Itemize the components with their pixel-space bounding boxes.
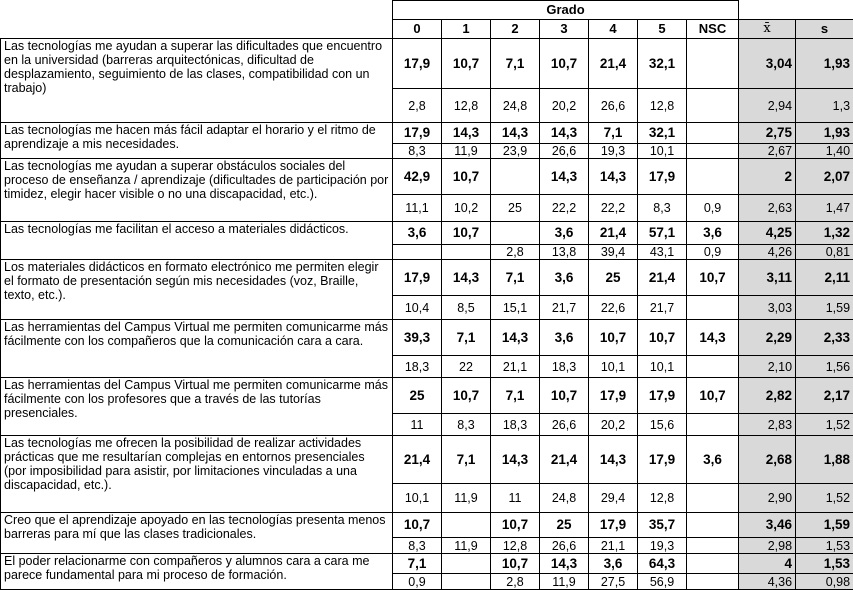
table-row — [1, 320, 853, 356]
mean-value: 4,26 — [739, 245, 796, 260]
table-row — [1, 39, 853, 89]
grade-percent — [442, 513, 491, 538]
grade-percent: 8,5 — [442, 296, 491, 320]
grade-percent: 14,3 — [589, 159, 638, 195]
grade-percent: 21,4 — [638, 260, 687, 296]
grade-percent — [687, 484, 739, 513]
grade-percent: 24,8 — [491, 89, 540, 123]
grade-percent: 14,3 — [687, 320, 739, 356]
column-header-sd: s — [796, 20, 853, 39]
grade-percent: 3,6 — [393, 222, 442, 245]
grade-percent: 8,3 — [393, 538, 442, 554]
grade-percent: 10,7 — [589, 320, 638, 356]
grade-percent — [442, 574, 491, 590]
grade-percent: 11 — [393, 414, 442, 436]
grade-percent: 3,6 — [589, 554, 638, 574]
sd-value: 1,93 — [796, 123, 853, 144]
grade-percent: 39,4 — [589, 245, 638, 260]
mean-value: 2,68 — [739, 436, 796, 484]
grade-percent: 3,6 — [687, 222, 739, 245]
grade-percent: 18,3 — [491, 414, 540, 436]
grade-percent: 14,3 — [540, 554, 589, 574]
grade-percent: 12,8 — [491, 538, 540, 554]
grade-percent: 10,1 — [589, 356, 638, 378]
grade-percent: 57,1 — [638, 222, 687, 245]
grade-percent: 25 — [589, 260, 638, 296]
grade-percent: 10,7 — [442, 222, 491, 245]
sd-value: 1,53 — [796, 538, 853, 554]
grade-percent: 7,1 — [491, 39, 540, 89]
sd-value: 1,3 — [796, 89, 853, 123]
grade-percent: 14,3 — [491, 320, 540, 356]
mean-value: 2,75 — [739, 123, 796, 144]
grade-percent: 20,2 — [589, 414, 638, 436]
grade-percent: 0,9 — [687, 245, 739, 260]
grade-percent: 21,7 — [638, 296, 687, 320]
grade-percent: 10,7 — [687, 260, 739, 296]
table-body — [1, 39, 853, 590]
grade-percent — [687, 574, 739, 590]
grade-percent: 20,2 — [540, 89, 589, 123]
item-statement: Las herramientas del Campus Virtual me permiten comunicarme más fácilmente con los profesores que a través de las tutorías presenciales. — [1, 378, 393, 436]
grade-percent: 14,3 — [442, 260, 491, 296]
grade-percent: 14,3 — [540, 123, 589, 144]
grade-percent: 10,2 — [442, 195, 491, 222]
grade-percent: 11,1 — [393, 195, 442, 222]
sd-value: 1,56 — [796, 356, 853, 378]
grade-percent: 8,3 — [393, 144, 442, 159]
grade-percent: 29,4 — [589, 484, 638, 513]
grade-percent — [687, 538, 739, 554]
grade-percent: 22,2 — [589, 195, 638, 222]
grade-percent: 25 — [393, 378, 442, 414]
grade-percent: 11 — [491, 484, 540, 513]
grade-percent: 64,3 — [638, 554, 687, 574]
grade-percent: 10,7 — [638, 320, 687, 356]
grade-percent: 35,7 — [638, 513, 687, 538]
grade-percent: 17,9 — [638, 159, 687, 195]
grade-percent: 3,6 — [540, 320, 589, 356]
grade-percent: 3,6 — [540, 260, 589, 296]
grade-percent: 7,1 — [442, 436, 491, 484]
column-header-4: 4 — [589, 20, 638, 39]
grade-percent: 0,9 — [393, 574, 442, 590]
grade-percent — [687, 554, 739, 574]
grade-percent: 3,6 — [687, 436, 739, 484]
grade-percent: 2,8 — [491, 245, 540, 260]
grade-percent: 21,4 — [540, 436, 589, 484]
grade-percent: 23,9 — [491, 144, 540, 159]
mean-value: 4 — [739, 554, 796, 574]
sd-value: 0,98 — [796, 574, 853, 590]
column-header-2: 2 — [491, 20, 540, 39]
sd-value: 2,17 — [796, 378, 853, 414]
mean-value: 3,04 — [739, 39, 796, 89]
grade-percent: 17,9 — [638, 378, 687, 414]
column-header-5: 5 — [638, 20, 687, 39]
grade-percent: 7,1 — [589, 123, 638, 144]
grade-percent: 39,3 — [393, 320, 442, 356]
sd-value: 1,52 — [796, 484, 853, 513]
mean-value: 3,03 — [739, 296, 796, 320]
grade-percent: 10,7 — [442, 39, 491, 89]
column-header-mean: x̄ — [739, 20, 796, 39]
grade-percent: 2,8 — [491, 574, 540, 590]
grade-percent: 21,4 — [589, 222, 638, 245]
table-row — [1, 159, 853, 195]
mean-value: 2,29 — [739, 320, 796, 356]
sd-value: 1,59 — [796, 513, 853, 538]
grade-percent: 21,7 — [540, 296, 589, 320]
sd-value: 1,53 — [796, 554, 853, 574]
mean-value: 2,82 — [739, 378, 796, 414]
grade-percent: 25 — [491, 195, 540, 222]
grade-percent: 24,8 — [540, 484, 589, 513]
grade-percent: 22,2 — [540, 195, 589, 222]
grade-percent — [687, 144, 739, 159]
mean-value: 4,36 — [739, 574, 796, 590]
item-statement: Los materiales didácticos en formato electrónico me permiten elegir el formato de presentación según mis necesidades (voz, Braille, texto, etc.). — [1, 260, 393, 320]
item-statement: Las tecnologías me ofrecen la posibilidad de realizar actividades prácticas que me resultarían complejas en entornos presenciales (por imposibilidad para asistir, por limitaciones vinculadas a una discapacidad, etc.). — [1, 436, 393, 513]
header-blank-cell — [1, 1, 393, 20]
table-row — [1, 436, 853, 484]
grade-percent — [687, 414, 739, 436]
table-row — [1, 513, 853, 538]
grade-percent: 14,3 — [491, 123, 540, 144]
grade-percent: 7,1 — [393, 554, 442, 574]
grade-percent: 10,4 — [393, 296, 442, 320]
grade-percent: 14,3 — [442, 123, 491, 144]
table-row — [1, 123, 853, 144]
mean-value: 3,46 — [739, 513, 796, 538]
column-header-3: 3 — [540, 20, 589, 39]
grade-percent: 17,9 — [393, 123, 442, 144]
grade-percent — [491, 222, 540, 245]
sd-value: 1,32 — [796, 222, 853, 245]
grade-percent: 21,4 — [393, 436, 442, 484]
mean-value: 3,11 — [739, 260, 796, 296]
grade-percent: 17,9 — [589, 378, 638, 414]
sd-value: 1,93 — [796, 39, 853, 89]
grade-percent: 14,3 — [540, 159, 589, 195]
grade-percent — [687, 89, 739, 123]
grade-percent: 19,3 — [638, 538, 687, 554]
sd-value: 2,11 — [796, 260, 853, 296]
grade-percent: 10,7 — [393, 513, 442, 538]
mean-value: 2 — [739, 159, 796, 195]
grade-percent: 10,7 — [491, 554, 540, 574]
grade-percent: 0,9 — [687, 195, 739, 222]
mean-value: 4,25 — [739, 222, 796, 245]
grade-percent — [442, 554, 491, 574]
item-statement: Creo que el aprendizaje apoyado en las tecnologías presenta menos barreras para mí que las clases tradicionales. — [1, 513, 393, 554]
grade-percent: 7,1 — [491, 378, 540, 414]
item-statement: Las tecnologías me ayudan a superar las dificultades que encuentro en la universidad (barreras arquitectónicas, dificultad de desplazamiento, seguimiento de las clases, compatibilidad con un trabajo) — [1, 39, 393, 123]
grade-percent — [687, 123, 739, 144]
grade-percent: 43,1 — [638, 245, 687, 260]
grade-percent: 21,1 — [491, 356, 540, 378]
column-header-1: 1 — [442, 20, 491, 39]
grade-percent: 22 — [442, 356, 491, 378]
grade-percent: 26,6 — [540, 414, 589, 436]
grade-percent: 8,3 — [442, 414, 491, 436]
grade-percent: 21,1 — [589, 538, 638, 554]
grade-percent: 17,9 — [589, 513, 638, 538]
grade-percent — [393, 245, 442, 260]
grade-percent: 12,8 — [638, 89, 687, 123]
header-blank-cell — [1, 20, 393, 39]
item-statement: Las tecnologías me facilitan el acceso a materiales didácticos. — [1, 222, 393, 260]
grade-percent: 13,8 — [540, 245, 589, 260]
grade-percent: 8,3 — [638, 195, 687, 222]
mean-value: 2,67 — [739, 144, 796, 159]
mean-value: 2,98 — [739, 538, 796, 554]
grade-percent: 10,7 — [540, 39, 589, 89]
grade-percent: 15,6 — [638, 414, 687, 436]
table-row — [1, 554, 853, 574]
sd-value: 1,47 — [796, 195, 853, 222]
grade-percent — [442, 245, 491, 260]
grade-percent — [687, 39, 739, 89]
sd-value: 1,52 — [796, 414, 853, 436]
grade-percent: 18,3 — [540, 356, 589, 378]
item-statement: Las herramientas del Campus Virtual me permiten comunicarme más fácilmente con los compañeros que la comunicación cara a cara. — [1, 320, 393, 378]
grade-percent: 10,1 — [638, 144, 687, 159]
mean-value: 2,83 — [739, 414, 796, 436]
item-statement: El poder relacionarme con compañeros y alumnos cara a cara me parece fundamental para mi proceso de formación. — [1, 554, 393, 590]
mean-value: 2,94 — [739, 89, 796, 123]
grade-percent: 10,7 — [687, 378, 739, 414]
table-row — [1, 260, 853, 296]
grade-percent: 18,3 — [393, 356, 442, 378]
column-header-0: 0 — [393, 20, 442, 39]
header-row-columns — [1, 20, 853, 39]
sd-value: 1,40 — [796, 144, 853, 159]
grade-percent: 10,7 — [540, 378, 589, 414]
sd-value: 1,59 — [796, 296, 853, 320]
grade-percent — [687, 159, 739, 195]
mean-value: 2,90 — [739, 484, 796, 513]
sd-value: 0,81 — [796, 245, 853, 260]
grade-percent: 11,9 — [442, 484, 491, 513]
grade-percent: 10,7 — [442, 159, 491, 195]
grade-percent: 7,1 — [491, 260, 540, 296]
grade-percent: 11,9 — [442, 538, 491, 554]
grade-percent: 7,1 — [442, 320, 491, 356]
grade-percent: 15,1 — [491, 296, 540, 320]
grade-percent: 11,9 — [540, 574, 589, 590]
grade-percent: 42,9 — [393, 159, 442, 195]
grade-percent: 14,3 — [491, 436, 540, 484]
sd-value: 2,07 — [796, 159, 853, 195]
grade-percent: 25 — [540, 513, 589, 538]
table-row — [1, 222, 853, 245]
grade-percent — [687, 296, 739, 320]
mean-value: 2,63 — [739, 195, 796, 222]
sd-value: 2,33 — [796, 320, 853, 356]
grade-percent: 22,6 — [589, 296, 638, 320]
table-row — [1, 378, 853, 414]
grade-percent: 12,8 — [638, 484, 687, 513]
mean-value: 2,10 — [739, 356, 796, 378]
grade-percent: 32,1 — [638, 39, 687, 89]
grade-percent: 3,6 — [540, 222, 589, 245]
grade-percent: 12,8 — [442, 89, 491, 123]
grade-percent: 10,7 — [491, 513, 540, 538]
grade-percent: 11,9 — [442, 144, 491, 159]
grade-percent — [687, 513, 739, 538]
grade-percent: 56,9 — [638, 574, 687, 590]
grade-percent — [687, 356, 739, 378]
grade-percent: 17,9 — [393, 39, 442, 89]
grade-percent: 17,9 — [393, 260, 442, 296]
grade-percent — [491, 159, 540, 195]
item-statement: Las tecnologías me ayudan a superar obstáculos sociales del proceso de enseñanza / aprendizaje (dificultades de participación por timidez, elegir hacer visible o no una discapacidad, etc.). — [1, 159, 393, 222]
grade-percent: 21,4 — [589, 39, 638, 89]
grade-percent: 14,3 — [589, 436, 638, 484]
header-row-group — [1, 1, 853, 20]
item-statement: Las tecnologías me hacen más fácil adaptar el horario y el ritmo de aprendizaje a mis necesidades. — [1, 123, 393, 159]
grade-percent: 27,5 — [589, 574, 638, 590]
grade-percent: 10,7 — [442, 378, 491, 414]
grade-percent: 26,6 — [540, 144, 589, 159]
header-grado: Grado — [393, 1, 739, 20]
header-blank-cell — [739, 1, 796, 20]
header-blank-cell — [796, 1, 853, 20]
grade-percent: 32,1 — [638, 123, 687, 144]
grade-percent: 26,6 — [589, 89, 638, 123]
grade-percent: 26,6 — [540, 538, 589, 554]
grade-percent: 19,3 — [589, 144, 638, 159]
column-header-nsc: NSC — [687, 20, 739, 39]
sd-value: 1,88 — [796, 436, 853, 484]
grade-percent: 2,8 — [393, 89, 442, 123]
grade-percent: 10,1 — [638, 356, 687, 378]
grade-percent: 17,9 — [638, 436, 687, 484]
grade-percent: 10,1 — [393, 484, 442, 513]
